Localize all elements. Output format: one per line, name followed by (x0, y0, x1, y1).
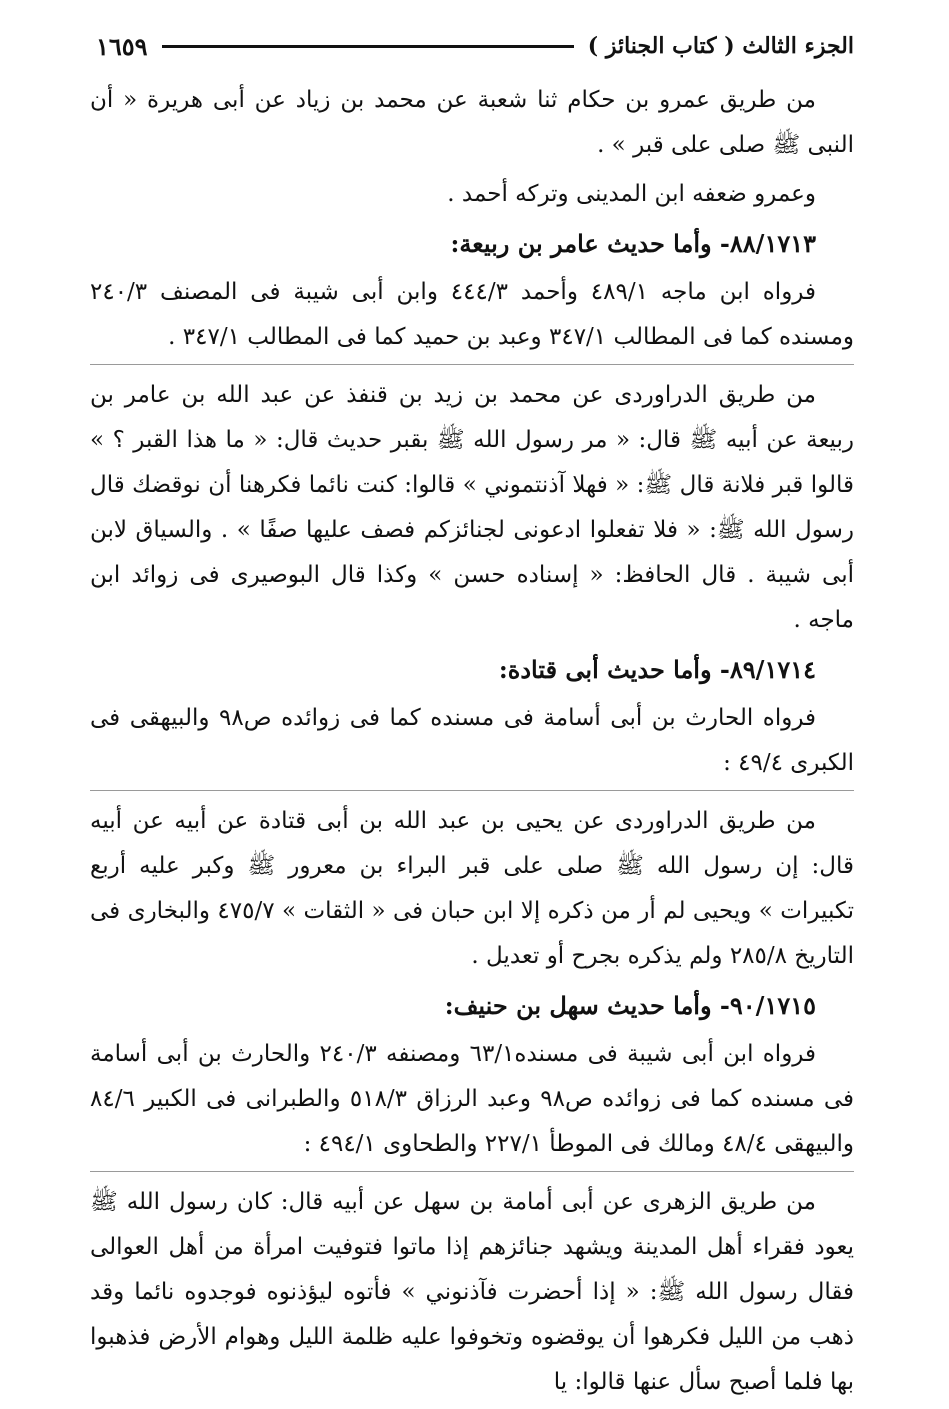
divider (90, 364, 854, 365)
running-title: الجزء الثالث ( كتاب الجنائز ) (587, 33, 854, 59)
section-heading: ٨٨/١٧١٣- وأما حديث عامر بن ربيعة: (450, 229, 816, 258)
page-header (96, 26, 854, 66)
divider (90, 790, 854, 791)
section-heading: ٩٠/١٧١٥- وأما حديث سهل بن حنيف: (444, 991, 816, 1020)
paragraph: فرواه الحارث بن أبى أسامة فى مسنده كما فى زوائده ص٩٨ والبيهقى فى الكبرى ٤٩/٤ : (90, 705, 854, 776)
page-number: ١٦٥٩ (96, 31, 148, 61)
section-heading: ٨٩/١٧١٤- وأما حديث أبى قتادة: (498, 655, 816, 684)
paragraph: فرواه ابن ماجه ٤٨٩/١ وأحمد ٤٤٤/٣ وابن أبى شيبة فى المصنف ٢٤٠/٣ ومسنده كما فى المطالب ٣٤٧/١ وعبد بن حميد كما فى المطالب ٣٤٧/١ . (90, 279, 854, 350)
divider (90, 1171, 854, 1172)
paragraph: وعمرو ضعفه ابن المدينى وتركه أحمد . (447, 181, 816, 207)
paragraph: من طريق الزهرى عن أبى أمامة بن سهل عن أبيه قال: كان رسول الله ﷺ يعود فقراء أهل المدينة ويشهد جنائزهم إذا ماتوا فتوفيت امرأة من أهل العوالى فقال رسول الله ﷺ: « إذا أحضرت فآذنوني » فأتوه ليؤذنوه فوجدوه نائما وقد ذهب من الليل فكرهوا أن يوقضوه وتخوفوا عليه ظلمة الليل وهوام الأرض فذهبوا بها فلما أصبح سأل عنها قالوا: يا (90, 1189, 854, 1395)
paragraph: من طريق الدراوردى عن يحيى بن عبد الله بن أبى قتادة عن أبيه عن أبيه قال: إن رسول الله ﷺ صلى على قبر البراء بن معرور ﷺ وكبر عليه أربع تكبيرات » ويحيى لم أر من ذكره إلا ابن حبان فى « الثقات » ٤٧٥/٧ والبخارى فى التاريخ ٢٨٥/٨ ولم يذكره بجرح أو تعديل . (90, 808, 854, 969)
page-body (90, 78, 854, 1409)
header-rule (162, 45, 574, 48)
paragraph: من طريق عمرو بن حكام ثنا شعبة عن محمد بن زياد عن أبى هريرة « أن النبى ﷺ صلى على قبر » . (90, 87, 854, 158)
paragraph: فرواه ابن أبى شيبة فى مسنده٦٣/١ ومصنفه ٢٤٠/٣ والحارث بن أبى أسامة فى مسنده كما فى زوائده ص٩٨ وعبد الرزاق ٥١٨/٣ والطبرانى فى الكبير ٨٤/٦ والبيهقى ٤٨/٤ ومالك فى الموطأ ٢٢٧/١ والطحاوى ٤٩٤/١ : (90, 1041, 854, 1157)
paragraph: من طريق الدراوردى عن محمد بن زيد بن قنفذ عن عبد الله بن عامر بن ربيعة عن أبيه ﷺ قال: « مر رسول الله ﷺ بقبر حديث قال: « ما هذا القبر ؟ » قالوا قبر فلانة قال ﷺ: « فهلا آذنتموني » قالوا: كنت نائما فكرهنا أن نوقضك قال رسول الله ﷺ: « فلا تفعلوا ادعونى لجنائزكم فصف عليها صفًا » . والسياق لابن أبى شيبة . قال الحافظ: « إسناده حسن » وكذا قال البوصيرى فى زوائد ابن ماجه . (90, 382, 854, 633)
